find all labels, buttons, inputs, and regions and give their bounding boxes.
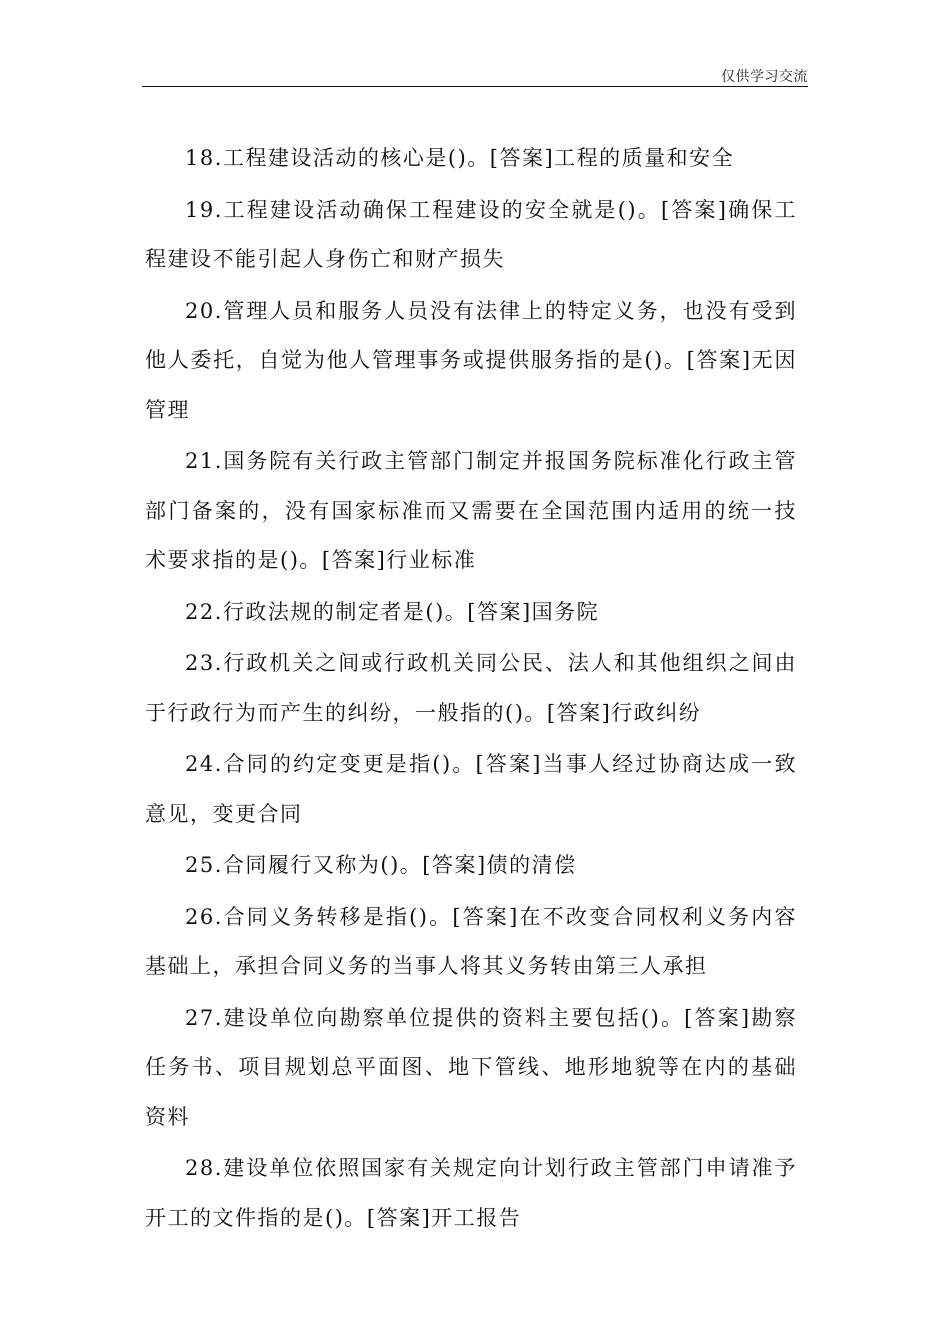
question-item-23: [145, 639, 797, 738]
question-item-19: [145, 186, 797, 285]
question-item-21: [145, 437, 797, 586]
question-text: 管理人员和服务人员没有法律上的特定义务，也没有受到他人委托，自觉为他人管理事务或提供服务指的是()。[答案]无因管理: [145, 298, 797, 422]
question-number: 26.: [185, 904, 223, 929]
question-number: 19.: [185, 197, 223, 222]
question-number: 23.: [185, 651, 223, 675]
question-text: 工程建设活动确保工程建设的安全就是()。[答案]确保工程建设不能引起人身伤亡和财产损失: [145, 197, 797, 271]
question-text: 建设单位向勘察单位提供的资料主要包括()。[答案]勘察任务书、项目规划总平面图、地下管线、地形地貌等在内的基础资料: [145, 1005, 797, 1129]
question-text: 国务院有关行政主管部门制定并报国务院标准化行政主管部门备案的，没有国家标准而又需要在全国范围内适用的统一技术要求指的是()。[答案]行业标准: [145, 449, 797, 572]
question-text: 建设单位依照国家有关规定向计划行政主管部门申请准予开工的文件指的是()。[答案]开工报告: [145, 1156, 797, 1230]
question-number: 25.: [185, 853, 223, 877]
question-number: 27.: [185, 1005, 223, 1030]
header-text: 仅供学习交流: [721, 69, 808, 85]
question-number: 22.: [185, 599, 223, 624]
question-item-22: [145, 588, 797, 638]
question-number: 20.: [185, 298, 223, 323]
question-number: 18.: [185, 146, 223, 170]
question-text: 行政法规的制定者是()。[答案]国务院: [222, 599, 600, 624]
question-item-24: [145, 740, 797, 839]
question-item-25: [145, 841, 797, 891]
question-item-28: [145, 1144, 797, 1243]
question-item-20: [145, 287, 797, 436]
question-list: [145, 134, 797, 1245]
question-text: 行政机关之间或行政机关同公民、法人和其他组织之间由于行政行为而产生的纠纷，一般指的()。[答案]行政纠纷: [145, 651, 797, 725]
question-number: 21.: [185, 449, 223, 473]
question-number: 24.: [185, 752, 223, 776]
question-text: 合同的约定变更是指()。[答案]当事人经过协商达成一致意见，变更合同: [145, 752, 797, 826]
question-text: 工程建设活动的核心是()。[答案]工程的质量和安全: [222, 146, 735, 170]
header-divider: [142, 86, 808, 87]
question-item-18: [145, 134, 797, 184]
question-item-27: [145, 994, 797, 1143]
question-item-26: [145, 893, 797, 992]
question-text: 合同履行又称为()。[答案]债的清偿: [222, 853, 577, 877]
question-number: 28.: [185, 1156, 223, 1180]
question-text: 合同义务转移是指()。[答案]在不改变合同权利义务内容基础上，承担合同义务的当事人将其义务转由第三人承担: [145, 904, 797, 978]
